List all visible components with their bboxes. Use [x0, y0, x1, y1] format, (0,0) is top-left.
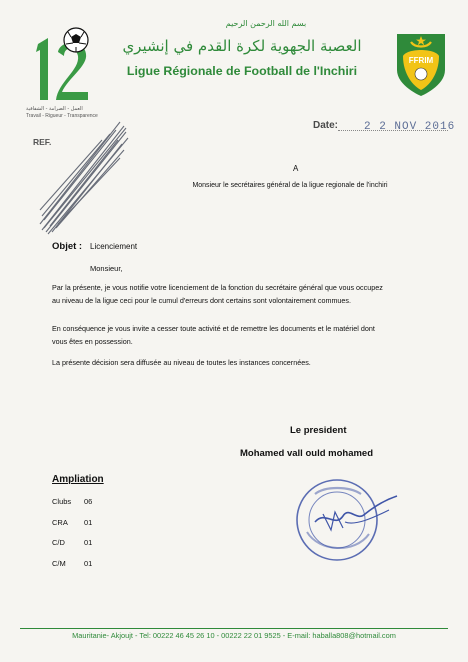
signatory-title: Le president: [290, 425, 347, 436]
footer-contact: Mauritanie- Akjoujt - Tel: 00222 46 45 26 10 - 00222 22 01 9525 - E-mail: haballa808@hotmail.com: [72, 631, 396, 640]
pen-scribble: [36, 120, 132, 238]
basmala: بسم الله الرحمن الرحيم: [225, 19, 307, 28]
recipient-a: A: [293, 164, 299, 173]
ref-label: REF.: [33, 137, 52, 147]
ampliation-row: [52, 518, 132, 527]
ffrim-logo-icon: [393, 30, 449, 98]
logo-caption-french: Travail - Rigueur - Transparence: [26, 113, 98, 119]
subject-label: Objet :: [52, 241, 83, 252]
ampliation-count: 01: [84, 559, 93, 568]
date-label: Date:: [313, 120, 339, 131]
ampliation-label: C/D: [52, 538, 65, 547]
ampliation-label: Clubs: [52, 497, 72, 506]
ampliation-count: 06: [84, 497, 93, 506]
ampliation-row: [52, 538, 132, 547]
recipient-line: Monsieur le secrétaires général de la ligue regionale de l'inchiri: [192, 182, 388, 189]
ampliation-row: [52, 497, 132, 506]
ffrim-logo-label: FFRIM: [408, 56, 434, 65]
official-seal-stamp: [285, 470, 401, 568]
ampliation-label: C/M: [52, 559, 66, 568]
paragraph-2: En conséquence je vous invite a cesser toute activité et de remettre les documents et le matériel dont vous êtes en possession.: [52, 324, 375, 346]
french-title: Ligue Régionale de Football de l'Inchiri: [126, 64, 358, 78]
league-logo-icon: [28, 26, 106, 112]
signatory-name: Mohamed vall ould mohamed: [240, 448, 374, 459]
date-stamp: 2 2 NOV 2016: [364, 121, 456, 133]
ampliation-count: 01: [84, 518, 93, 527]
ampliation-title: Ampliation: [52, 474, 104, 485]
ampliation-row: [52, 559, 132, 568]
footer-divider: [20, 628, 448, 629]
salutation: Monsieur,: [90, 264, 123, 273]
logo-caption-arabic: العمل - الصرامة - الشفافية: [26, 106, 83, 112]
paragraph-3: La présente décision sera diffusée au niveau de toutes les instances concernées.: [52, 358, 311, 367]
arabic-title: العصبة الجهوية لكرة القدم في إنشيري: [122, 37, 362, 55]
ampliation-count: 01: [84, 538, 93, 547]
ampliation-label: CRA: [52, 518, 68, 527]
subject-value: Licenciement: [90, 242, 138, 251]
paragraph-1: Par la présente, je vous notifie votre licenciement de la fonction du secrétaire général que vous occupez au niveau de la ligue ceci pour le cumul d'erreurs dont certains sont volontairement commues.: [52, 283, 383, 305]
